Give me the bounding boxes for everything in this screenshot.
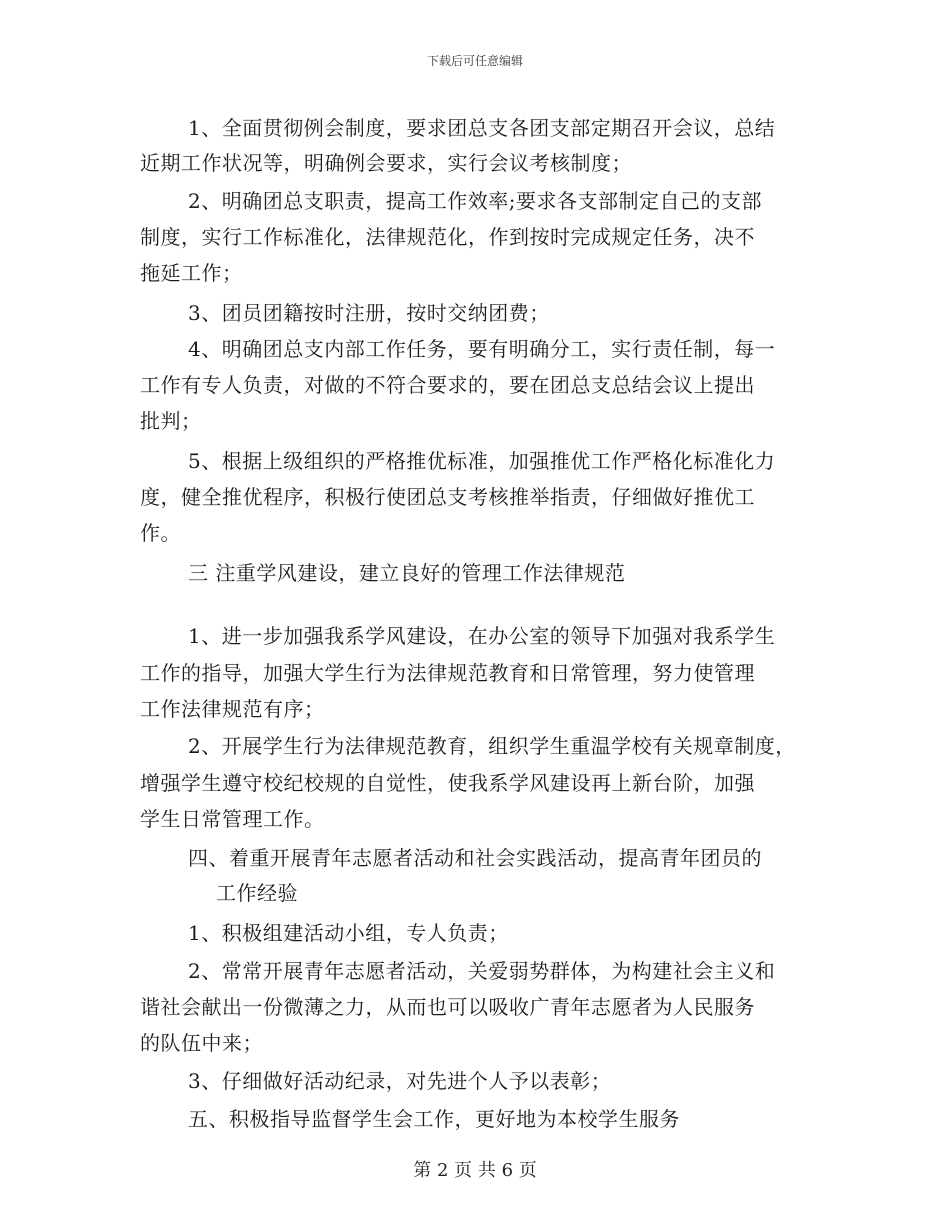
body-line: 增强学生遵守校纪校规的自觉性，使我系学风建设再上新台阶，加强 xyxy=(140,771,755,795)
body-line: 学生日常管理工作。 xyxy=(140,807,325,831)
body-line: 谐社会献出一份微薄之力，从而也可以吸收广青年志愿者为人民服务 xyxy=(140,995,755,1019)
body-line: 五、积极指导监督学生会工作，更好地为本校学生服务 xyxy=(188,1107,680,1131)
body-line: 四、着重开展青年志愿者活动和社会实践活动，提高青年团员的 xyxy=(188,846,762,870)
body-line: 工作有专人负责，对做的不符合要求的，要在团总支总结会议上提出 xyxy=(140,373,755,397)
body-line: 工作经验 xyxy=(216,881,298,905)
page-footer: 第 2 页 共 6 页 xyxy=(413,1160,537,1181)
page-header-note: 下载后可任意编辑 xyxy=(426,54,523,68)
body-line: 1、全面贯彻例会制度，要求团总支各团支部定期召开会议，总结 xyxy=(188,116,776,140)
body-line: 拖延工作； xyxy=(140,261,243,285)
body-line: 作。 xyxy=(140,521,181,545)
body-line: 2、明确团总支职责，提高工作效率;要求各支部制定自己的支部 xyxy=(188,189,762,213)
body-line: 工作的指导，加强大学生行为法律规范教育和日常管理，努力使管理 xyxy=(140,661,755,685)
body-line: 三 注重学风建设，建立良好的管理工作法律规范 xyxy=(188,561,626,585)
body-line: 制度，实行工作标准化，法律规范化，作到按时完成规定任务，决不 xyxy=(140,225,755,249)
body-line: 3、仔细做好活动纪录，对先进个人予以表彰； xyxy=(188,1069,612,1093)
body-line: 的队伍中来； xyxy=(140,1031,263,1055)
body-line: 5、根据上级组织的严格推优标准，加强推优工作严格化标准化力 xyxy=(188,449,776,473)
body-line: 批判； xyxy=(140,409,202,433)
body-line: 4、明确团总支内部工作任务，要有明确分工，实行责任制，每一 xyxy=(188,337,776,361)
body-line: 2、常常开展青年志愿者活动，关爱弱势群体，为构建社会主义和 xyxy=(188,959,776,983)
body-line: 1、积极组建活动小组，专人负责； xyxy=(188,921,509,945)
body-line: 度，健全推优程序，积极行使团总支考核推举指责，仔细做好推优工 xyxy=(140,485,755,509)
body-line: 1、进一步加强我系学风建设，在办公室的领导下加强对我系学生 xyxy=(188,624,776,648)
body-line: 3、团员团籍按时注册，按时交纳团费； xyxy=(188,301,550,325)
body-line: 2、开展学生行为法律规范教育，组织学生重温学校有关规章制度， xyxy=(188,734,796,758)
body-line: 工作法律规范有序； xyxy=(140,697,325,721)
body-line: 近期工作状况等，明确例会要求，实行会议考核制度； xyxy=(140,151,632,175)
